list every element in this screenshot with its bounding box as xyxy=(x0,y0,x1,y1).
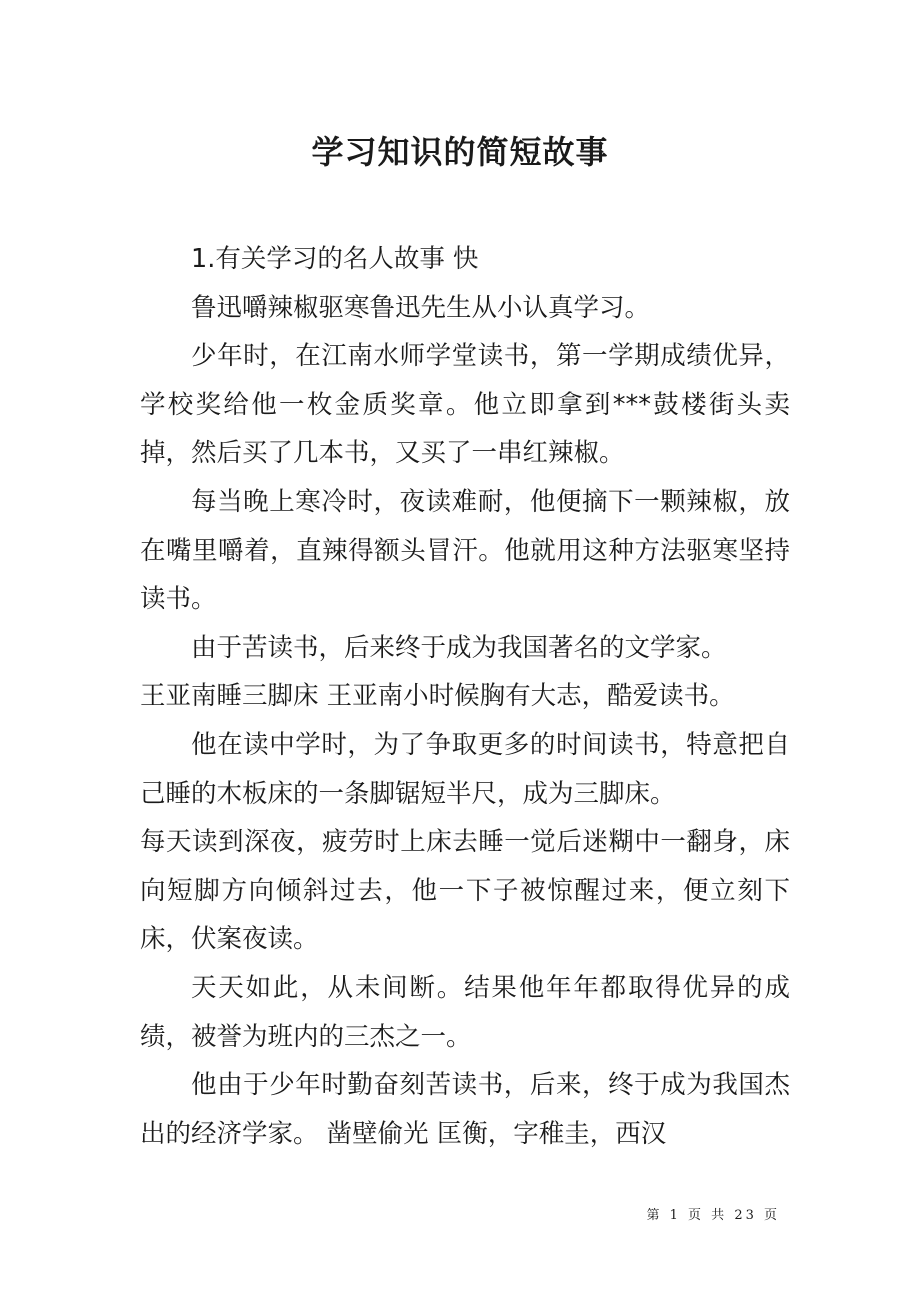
paragraph: 他由于少年时勤奋刻苦读书，后来，终于成为我国杰出的经济学家。 凿壁偷光 匡衡，字稚圭，西汉 xyxy=(140,1070,790,1149)
paragraph: 天天如此，从未间断。结果他年年都取得优异的成绩，被誉为班内的三杰之一。 xyxy=(140,972,790,1052)
paragraph: 少年时，在江南水师学堂读书，第一学期成绩优异，学校奖给他一枚金质奖章。他立即拿到***鼓楼街头卖掉，然后买了几本书，又买了一串红辣椒。 xyxy=(140,341,790,469)
paragraph: 1.有关学习的名人故事 快 xyxy=(191,244,479,274)
paragraph: 他在读中学时，为了争取更多的时间读书，特意把自己睡的木板床的一条脚锯短半尺，成为三脚床。 xyxy=(140,729,790,809)
document-title: 学习知识的简短故事 xyxy=(311,133,609,171)
paragraph: 鲁迅嚼辣椒驱寒鲁迅先生从小认真学习。 xyxy=(191,292,651,323)
paragraph: 由于苦读书，后来终于成为我国著名的文学家。 xyxy=(191,632,727,663)
paragraph: 王亚南睡三脚床 王亚南小时候胸有大志，酷爱读书。 xyxy=(140,681,735,712)
paragraph: 每天读到深夜，疲劳时上床去睡一觉后迷糊中一翻身，床向短脚方向倾斜过去，他一下子被惊醒过来，便立刻下床，伏案夜读。 xyxy=(140,827,790,955)
document-body xyxy=(140,235,790,1158)
page-number-footer: 第 1 页 共 23 页 xyxy=(646,1208,780,1223)
paragraph: 每当晚上寒冷时，夜读难耐，他便摘下一颗辣椒，放在嘴里嚼着，直辣得额头冒汗。他就用这种方法驱寒坚持读书。 xyxy=(140,486,790,615)
